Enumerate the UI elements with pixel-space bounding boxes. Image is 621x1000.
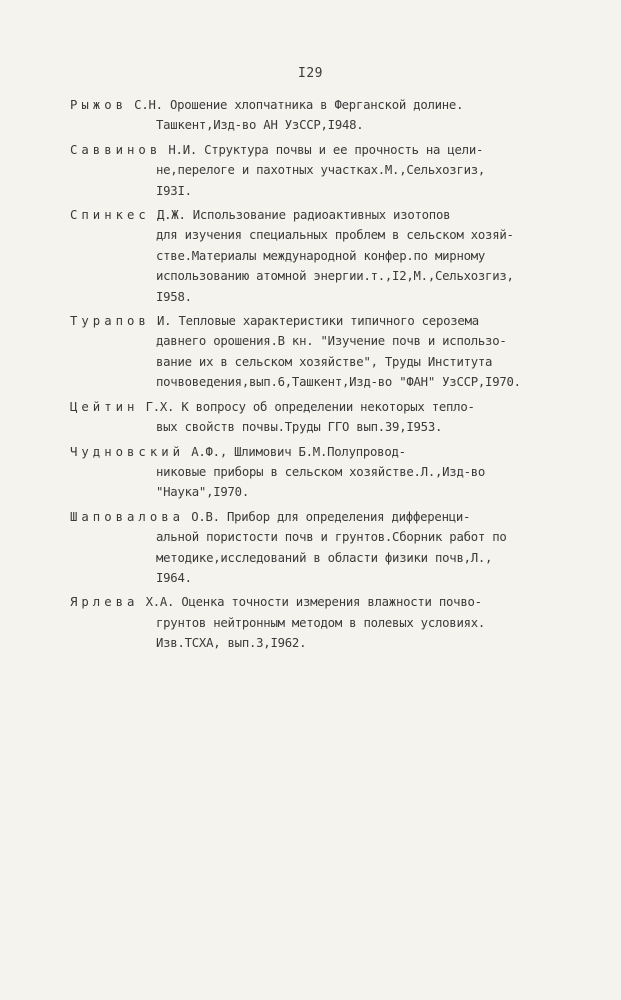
entry-author: Ярлева: [70, 595, 139, 610]
entry-continuation-line: использованию атомной энергии.т.,I2,М.,Сельхозгиз,: [156, 269, 514, 284]
bibliography-entry: [70, 592, 590, 653]
entry-author: Саввинов: [70, 142, 162, 157]
entry-continuation-line: вых свойств почвы.Труды ГГО вып.39,I953.: [156, 420, 443, 435]
entry-text: И. Тепловые характеристики типичного серозема: [149, 314, 479, 329]
entry-continuation-line: I958.: [156, 289, 192, 304]
entry-continuation-line: альной пористости почв и грунтов.Сборник работ по: [156, 530, 507, 545]
entry-continuation-line: не,перелоге и пахотных участках.М.,Сельхозгиз,: [156, 163, 486, 178]
entry-continuation-line: I93I.: [156, 183, 192, 198]
entry-text: Д.Ж. Использование радиоактивных изотопов: [149, 208, 451, 223]
entry-continuation-line: "Наука",I970.: [156, 485, 249, 500]
entry-text: Х.А. Оценка точности измерения влажности почво-: [138, 595, 482, 610]
entry-text: С.Н. Орошение хлопчатника в Ферганской долине.: [127, 98, 464, 112]
entry-author: Турапов: [70, 314, 150, 329]
entry-text: А.Ф., Шлимович Б.М.Полупровод-: [184, 444, 406, 459]
entry-text: О.В. Прибор для определения дифференци-: [184, 509, 471, 524]
entry-continuation-line: почвоведения,вып.6,Ташкент,Изд-во "ФАН" УзССР,I970.: [156, 375, 521, 390]
entry-continuation-line: давнего орошения.В кн. "Изучение почв и использо-: [156, 334, 507, 349]
entry-first-line: [70, 397, 590, 417]
entry-continuation-line: стве.Материалы международной конфер.по мирному: [156, 248, 486, 263]
entry-first-line: [70, 95, 590, 115]
entry-text: Г.Х. К вопросу об определении некоторых тепло-: [138, 399, 475, 414]
entry-text: Н.И. Структура почвы и ее прочность на цели-: [161, 142, 484, 157]
bibliography-list: [70, 95, 590, 658]
entry-author: Цейтин: [70, 399, 139, 414]
entry-author: Шаповалова: [70, 509, 185, 524]
entry-author: Спинкес: [70, 208, 150, 223]
bibliography-entry: [70, 95, 590, 136]
entry-first-line: [70, 592, 590, 612]
entry-continuation-line: грунтов нейтронным методом в полевых условиях.: [156, 615, 486, 630]
entry-continuation-line: Ташкент,Изд-во АН УзССР,I948.: [156, 118, 364, 133]
bibliography-entry: [70, 205, 590, 307]
bibliography-entry: [70, 311, 590, 393]
entry-first-line: [70, 205, 590, 225]
bibliography-entry: [70, 140, 590, 201]
entry-author: Чудновский: [70, 444, 185, 459]
entry-continuation-line: I964.: [156, 570, 192, 585]
bibliography-entry: [70, 397, 590, 438]
entry-continuation-line: для изучения специальных проблем в сельском хозяй-: [156, 228, 514, 243]
entry-continuation-line: вание их в сельском хозяйстве", Труды Института: [156, 354, 493, 369]
bibliography-entry: [70, 442, 590, 503]
entry-author: Рыжов: [70, 98, 128, 112]
entry-continuation-line: никовые приборы в сельском хозяйстве.Л.,Изд-во: [156, 464, 486, 479]
entry-first-line: [70, 442, 590, 462]
page-number: I29: [298, 66, 323, 81]
entry-continuation-line: Изв.ТСХА, вып.3,I962.: [156, 636, 307, 651]
entry-first-line: [70, 311, 590, 331]
entry-first-line: [70, 140, 590, 160]
entry-first-line: [70, 507, 590, 527]
entry-continuation-line: методике,исследований в области физики почв,Л.,: [156, 550, 493, 565]
bibliography-entry: [70, 507, 590, 589]
